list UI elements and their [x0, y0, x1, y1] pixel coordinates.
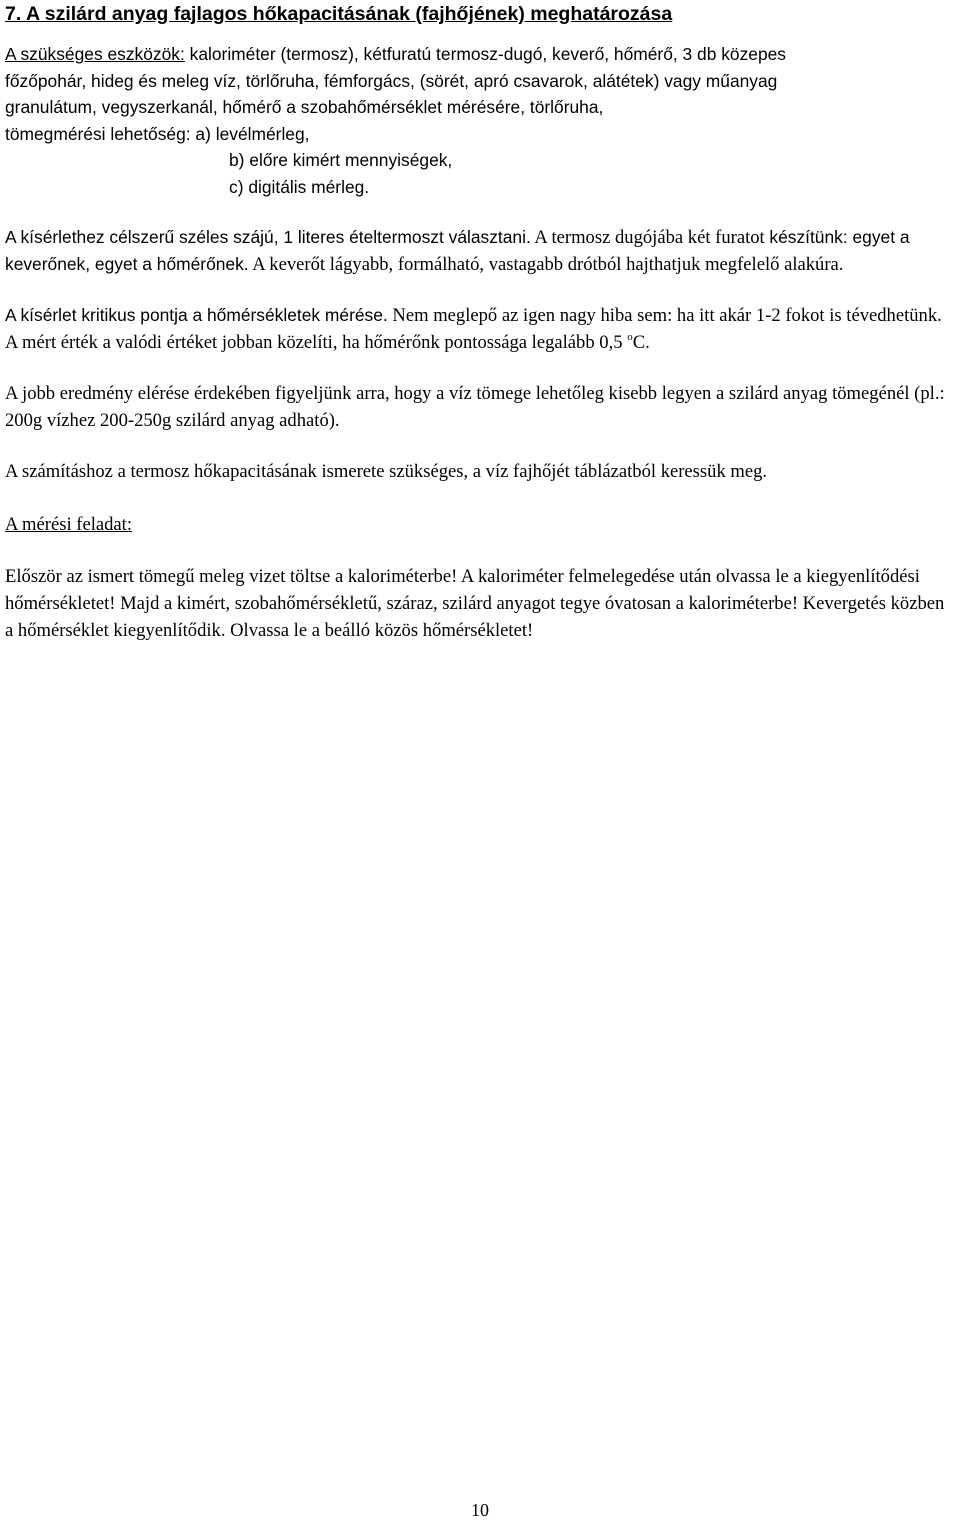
equipment-line-2: főzőpohár, hideg és meleg víz, törlőruha, fémforgács, (sörét, apró csavarok, alátétek) vagy műanyag [5, 70, 778, 91]
measurement-unit: C. [632, 332, 650, 353]
paragraph-measurement [5, 302, 957, 356]
equipment-line-1 [5, 41, 957, 68]
thermos-sentence-1: A kísérlethez célszerű széles szájú, 1 literes ételtermoszt választani. [5, 227, 531, 247]
measurement-sentence-1: A kísérlet kritikus pontja a hőmérsékletek mérése. [5, 305, 388, 325]
equipment-line-4: tömegmérési lehetőség: a) levélmérleg, [5, 123, 310, 144]
degree-symbol: o [627, 331, 633, 343]
paragraph-better-result: A jobb eredmény elérése érdekében figyeljünk arra, hogy a víz tömege lehetőleg kisebb legyen a szilárd anyag tömegénél (pl.: 200g vízhez 200-250g szilárd anyag adható). [5, 383, 945, 431]
section-title: 7. A szilárd anyag fajlagos hőkapacitásának (fajhőjének) meghatározása [5, 3, 673, 25]
task-heading: A mérési feladat: [5, 514, 133, 535]
page-number: 10 [471, 1500, 489, 1520]
thermos-sentence-2b: készítünk: egyet a keverőnek, egyet a hőmérőnek. [5, 227, 910, 274]
equipment-label: A szükséges eszközök: [5, 44, 185, 64]
equipment-line-6: c) digitális mérleg. [229, 176, 370, 197]
paragraph-thermos [5, 224, 957, 278]
task-instructions: Először az ismert tömegű meleg vizet töltse a kaloriméterbe! A kaloriméter felmelegedése után olvassa le a kiegyenlítődési hőmérsékletet! Majd a kimért, szobahőmérsékletű, száraz, szilárd anyagot tegye óvatosan a kaloriméterbe! Kevergetés közben a hőmérséklet kiegyenlítődik. Olvassa le a beálló közös hőmérsékletet! [5, 566, 945, 641]
equipment-list [5, 41, 957, 200]
equipment-text-1: kaloriméter (termosz), kétfuratú termosz-dugó, keverő, hőmérő, 3 db közepes [184, 44, 786, 64]
equipment-line-5: b) előre kimért mennyiségek, [229, 150, 453, 170]
paragraph-calculation: A számításhoz a termosz hőkapacitásának ismerete szükséges, a víz fajhőjét táblázatból keressük meg. [5, 461, 768, 482]
measurement-sentence-2: Nem meglepő az igen nagy hiba sem: ha itt akár 1-2 fokot is tévedhetünk. A mért érték a valódi értéket jobban közelíti, ha hőmérőnk pontossága legalább 0,5 [5, 305, 942, 353]
document-page [5, 0, 957, 644]
thermos-sentence-3: A keverőt lágyabb, formálható, vastagabb drótból hajthatjuk megfelelő alakúra. [248, 254, 844, 275]
thermos-sentence-2a: A termosz dugójába két furatot [530, 227, 765, 248]
equipment-line-3: granulátum, vegyszerkanál, hőmérő a szobahőmérséklet mérésére, törlőruha, [5, 97, 604, 117]
